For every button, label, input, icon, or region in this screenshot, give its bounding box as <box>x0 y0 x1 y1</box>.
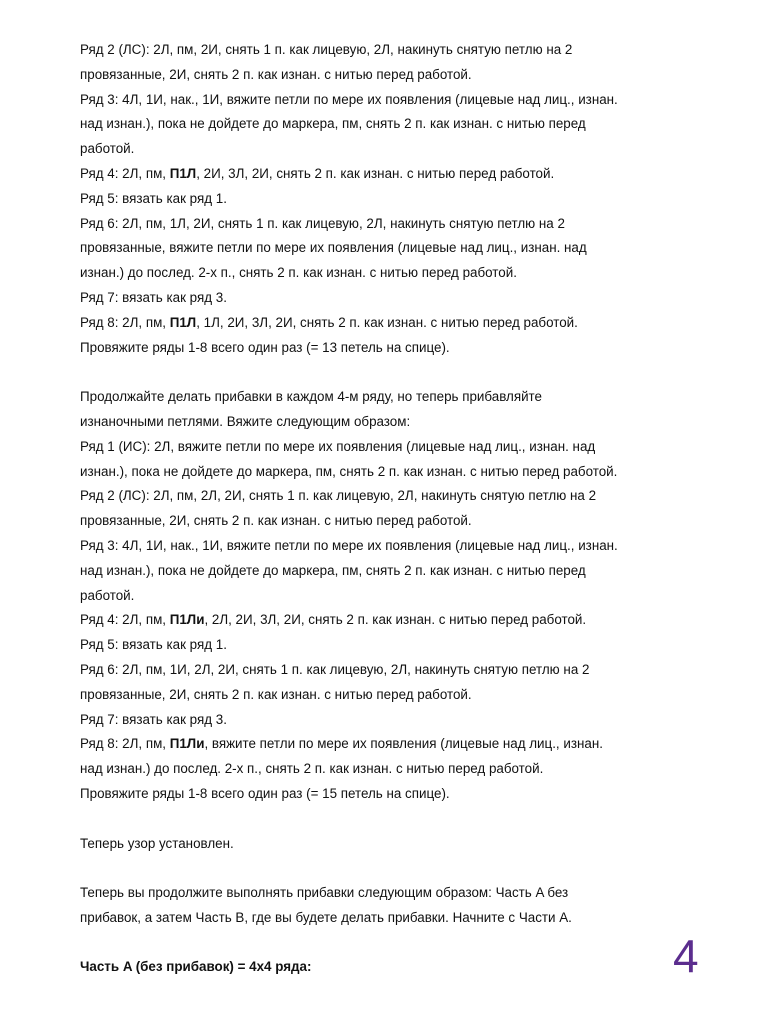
text-line: провязанные, 2И, снять 2 п. как изнан. с нитью перед работой. <box>80 513 472 529</box>
page-number: 4 <box>673 930 699 982</box>
part-a-heading <box>80 955 680 980</box>
text-line: изнаночными петлями. Вяжите следующим образом: <box>80 413 411 429</box>
text-line: изнан.) до послед. 2-х п., снять 2 п. как изнан. с нитью перед работой. <box>80 265 517 281</box>
text-line: провязанные, 2И, снять 2 п. как изнан. с нитью перед работой. <box>80 66 472 82</box>
text-line: Теперь вы продолжите выполнять прибавки следующим образом: Часть A без <box>80 885 569 901</box>
text-line: Ряд 3: 4Л, 1И, нак., 1И, вяжите петли по мере их появления (лицевые над лиц., изнан. <box>80 537 618 553</box>
text-line <box>80 608 680 633</box>
document-body <box>80 38 680 980</box>
text-line: Теперь узор установлен. <box>80 835 234 851</box>
text-line: Ряд 2 (ЛС): 2Л, пм, 2Л, 2И, снять 1 п. как лицевую, 2Л, накинуть снятую петлю на 2 <box>80 488 597 504</box>
section-pattern-part-2 <box>80 385 680 807</box>
text-line: работой. <box>80 141 135 157</box>
text-run: , 2Л, 2И, 3Л, 2И, снять 2 п. как изнан. с нитью перед работой. <box>204 612 587 628</box>
text-run: , 1Л, 2И, 3Л, 2И, снять 2 п. как изнан. с нитью перед работой. <box>196 314 578 330</box>
text-line: Ряд 5: вязать как ряд 1. <box>80 637 227 653</box>
text-line: Продолжайте делать прибавки в каждом 4-м ряду, но теперь прибавляйте <box>80 389 542 405</box>
text-line: Ряд 7: вязать как ряд 3. <box>80 711 227 727</box>
stitch-abbreviation: П1Л <box>169 165 197 181</box>
text-line: Ряд 7: вязать как ряд 3. <box>80 289 227 305</box>
stitch-abbreviation: П1Л <box>169 314 197 330</box>
paragraph-spacer <box>80 360 680 385</box>
text-run: , 2И, 3Л, 2И, снять 2 п. как изнан. с нитью перед работой. <box>196 165 555 181</box>
text-line: прибавок, а затем Часть B, где вы будете делать прибавки. Начните с Части A. <box>80 909 572 925</box>
text-run: , вяжите петли по мере их появления (лицевые над лиц., изнан. <box>204 736 603 752</box>
text-run: Ряд 8: 2Л, пм, <box>80 736 170 752</box>
stitch-abbreviation: П1Ли <box>169 736 205 752</box>
text-line: над изнан.) до послед. 2-х п., снять 2 п. как изнан. с нитью перед работой. <box>80 761 544 777</box>
text-line: провязанные, 2И, снять 2 п. как изнан. с нитью перед работой. <box>80 686 472 702</box>
paragraph-spacer <box>80 807 680 832</box>
text-run: Ряд 4: 2Л, пм, <box>80 165 170 181</box>
text-line: Ряд 6: 2Л, пм, 1Л, 2И, снять 1 п. как лицевую, 2Л, накинуть снятую петлю на 2 <box>80 215 565 231</box>
text-line: Ряд 5: вязать как ряд 1. <box>80 190 227 206</box>
text-line <box>80 732 680 757</box>
paragraph-spacer <box>80 856 680 881</box>
section-continue-instructions <box>80 881 680 931</box>
text-line: Провяжите ряды 1-8 всего один раз (= 15 петель на спице). <box>80 785 450 801</box>
text-line: Ряд 3: 4Л, 1И, нак., 1И, вяжите петли по мере их появления (лицевые над лиц., изнан. <box>80 91 618 107</box>
text-line: работой. <box>80 587 135 603</box>
paragraph-spacer <box>80 931 680 956</box>
text-run: Ряд 4: 2Л, пм, <box>80 612 170 628</box>
text-line: Ряд 6: 2Л, пм, 1И, 2Л, 2И, снять 1 п. как лицевую, 2Л, накинуть снятую петлю на 2 <box>80 661 590 677</box>
section-pattern-established <box>80 832 680 857</box>
section-pattern-part-1 <box>80 38 680 360</box>
text-line: изнан.), пока не дойдете до маркера, пм, снять 2 п. как изнан. с нитью перед работой. <box>80 463 618 479</box>
text-line: над изнан.), пока не дойдете до маркера, пм, снять 2 п. как изнан. с нитью перед <box>80 116 586 132</box>
text-line <box>80 162 680 187</box>
text-run: Ряд 8: 2Л, пм, <box>80 314 170 330</box>
part-a-heading-text: Часть A (без прибавок) = 4x4 ряда: <box>80 959 312 975</box>
stitch-abbreviation: П1Ли <box>169 612 205 628</box>
text-line: над изнан.), пока не дойдете до маркера, пм, снять 2 п. как изнан. с нитью перед <box>80 562 586 578</box>
text-line: Провяжите ряды 1-8 всего один раз (= 13 петель на спице). <box>80 339 450 355</box>
text-line <box>80 311 680 336</box>
text-line: провязанные, вяжите петли по мере их появления (лицевые над лиц., изнан. над <box>80 240 587 256</box>
text-line: Ряд 2 (ЛС): 2Л, пм, 2И, снять 1 п. как лицевую, 2Л, накинуть снятую петлю на 2 <box>80 42 573 57</box>
text-line: Ряд 1 (ИС): 2Л, вяжите петли по мере их появления (лицевые над лиц., изнан. над <box>80 438 596 454</box>
